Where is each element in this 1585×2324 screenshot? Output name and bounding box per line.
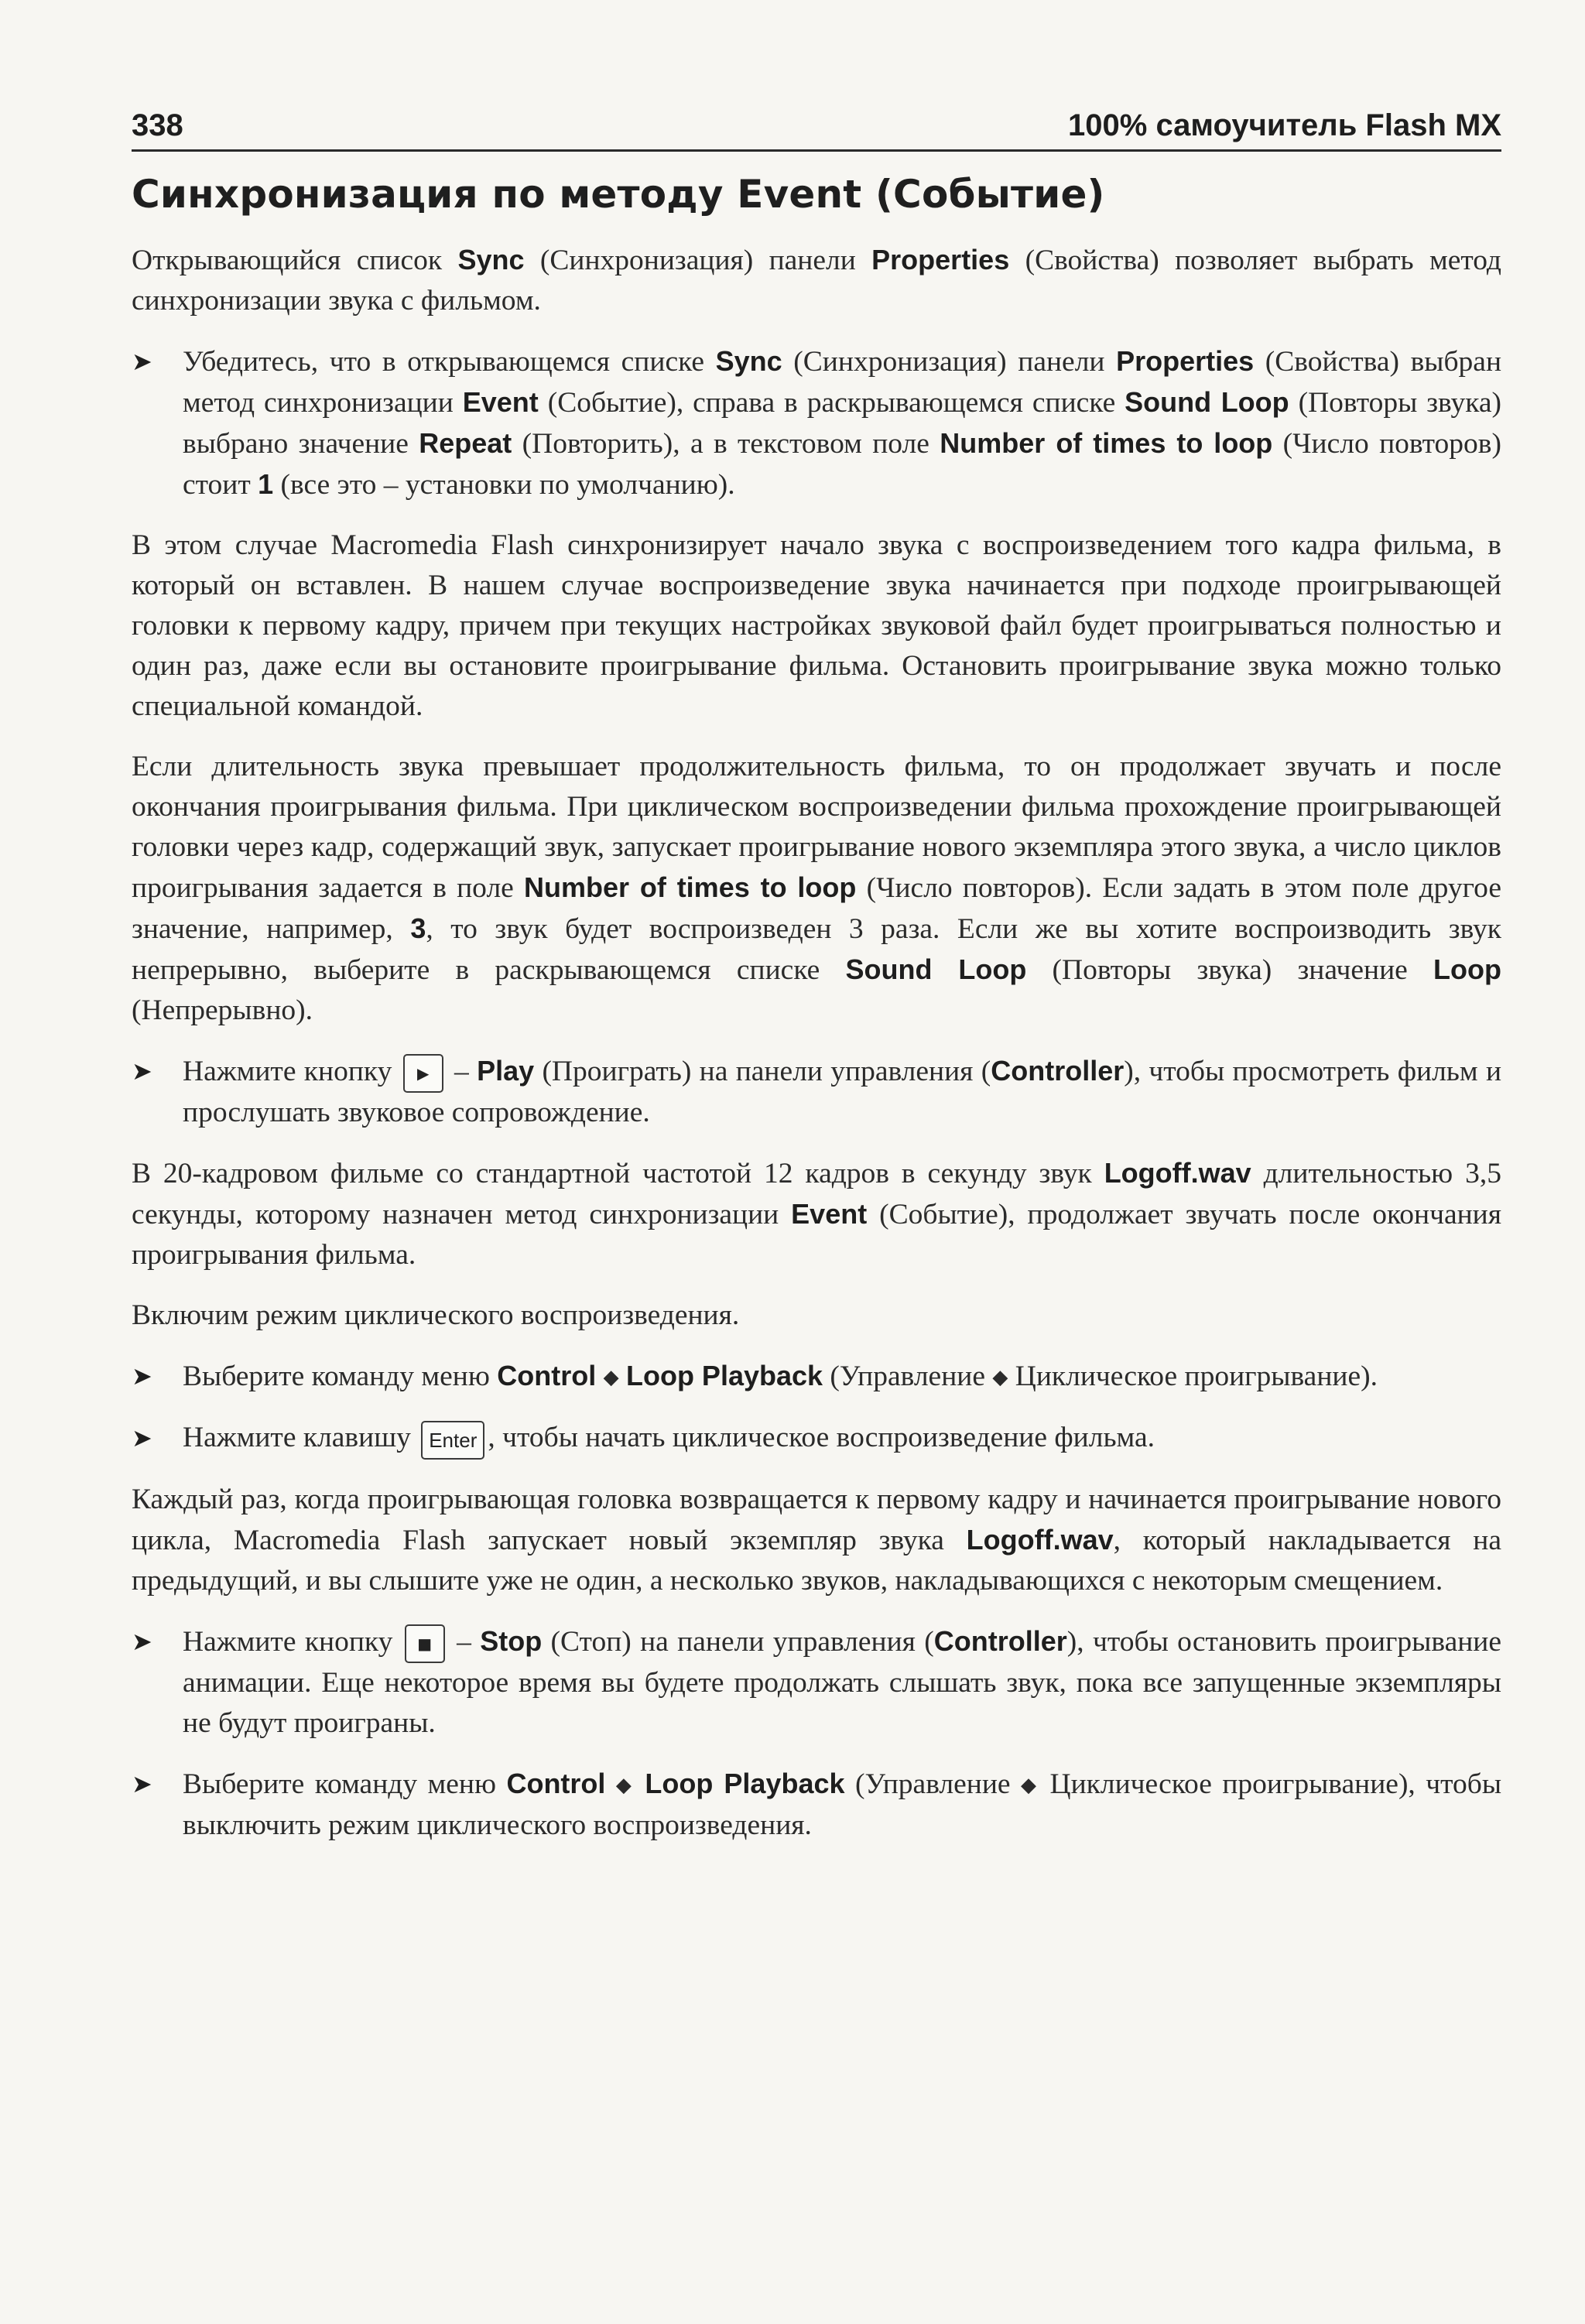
text-run: Нажмите кнопку — [183, 1056, 400, 1087]
text-run: (Свойства) позволяет выбрать метод синхронизации звука с фильмом. — [132, 245, 1502, 317]
text-run: Открывающийся список — [132, 245, 458, 276]
ui-term: Loop Playback — [625, 1360, 823, 1392]
arrow-bullet-icon: ➤ — [132, 1626, 152, 1656]
text-run: (Стоп) на панели управления ( — [542, 1625, 934, 1658]
step-text — [183, 1764, 1501, 1846]
ui-term: Loop Playback — [645, 1768, 845, 1800]
step-menu-loop-off — [132, 1764, 1501, 1846]
text-run: Выберите команду меню — [183, 1361, 498, 1393]
ui-term: 1 — [258, 468, 274, 500]
ui-term: Sound Loop — [845, 953, 1027, 985]
text-run: , который накладывается на предыдущий, и вы слышите уже не один, а несколько звуков, накладывающихся с некоторым смещением. — [132, 1524, 1501, 1597]
arrow-bullet-icon: ➤ — [132, 1423, 152, 1453]
ui-term: Event — [462, 386, 539, 418]
text-run: , то звук будет воспроизведен 3 раза. Если же вы хотите воспроизводить звук непрерывно, выберите в раскрывающемся списке — [132, 913, 1501, 986]
ui-term: Controller — [991, 1055, 1125, 1087]
text-run: (Повторить), а в текстовом поле — [512, 428, 940, 460]
text-run: (Событие), справа в раскрывающемся списке — [538, 387, 1125, 419]
step-text — [183, 1356, 1501, 1398]
text-run: (Свойства) выбран метод синхронизации — [183, 346, 1502, 419]
book-page — [132, 108, 1501, 1866]
text-run: (Число повторов). Если задать в этом поле другое значение, например, — [132, 872, 1501, 945]
each-time-paragraph — [132, 1480, 1501, 1601]
text-run: ), чтобы просмотреть фильм и прослушать звуковое сопровождение. — [183, 1056, 1502, 1129]
duration-paragraph — [132, 747, 1501, 1031]
page-number: 338 — [132, 108, 183, 142]
ui-term: Event — [791, 1198, 868, 1230]
ui-term: Logoff.wav — [966, 1523, 1114, 1556]
text-run: (Число повторов) стоит — [183, 428, 1502, 501]
play-button-icon: ▶ — [403, 1054, 443, 1093]
text-run: Если длительность звука превышает продолжительность фильма, то он продолжает звучать и после окончания проигрывания фильма. При циклическом воспроизведении фильма прохождение проигрывающей головки через кадр, содержащий звук, запускает проигрывание нового экземпляра этого звука, а число циклов проигрывания задается в поле — [132, 751, 1501, 904]
text-run: (все это – установки по умолчанию). — [273, 469, 735, 501]
text-run: В 20-кадровом фильме со стандартной частотой 12 кадров в секунду звук — [132, 1158, 1104, 1190]
section-heading: Синхронизация по методу Event (Событие) — [132, 172, 1105, 217]
text-run: Убедитесь, что в открывающемся списке — [183, 346, 716, 378]
ui-term: Control — [497, 1360, 597, 1392]
ui-term: Number of times to loop — [524, 871, 857, 903]
ui-term: Repeat — [419, 427, 512, 459]
menu-separator-icon: ◆ — [615, 1774, 635, 1798]
menu-separator-icon: ◆ — [1021, 1774, 1040, 1798]
ui-term: Loop — [1433, 953, 1502, 985]
text-run: (Проиграть) на панели управления ( — [534, 1056, 991, 1087]
text-run: , чтобы начать циклическое воспроизведение фильма. — [488, 1422, 1155, 1454]
arrow-bullet-icon: ➤ — [132, 1056, 152, 1086]
text-run: Циклическое проигрывание), чтобы выключить режим циклического воспроизведения. — [183, 1768, 1502, 1842]
text-run: Нажмите клавишу — [183, 1422, 419, 1454]
ui-term: Control — [506, 1768, 606, 1800]
ui-term: 3 — [410, 912, 426, 944]
enable-loop-paragraph: Включим режим циклического воспроизведения. — [132, 1299, 740, 1332]
step-text — [183, 1051, 1501, 1133]
text-run: (Повторы звука) выбрано значение — [183, 387, 1502, 460]
text-run: (Управление — [844, 1768, 1021, 1801]
text-run: (Управление — [823, 1361, 993, 1393]
ui-term: Stop — [480, 1624, 543, 1657]
menu-separator-icon: ◆ — [603, 1366, 619, 1390]
text-run: длительностью 3,5 секунды, которому назначен метод синхронизации — [132, 1158, 1501, 1231]
step-press-enter — [132, 1418, 1501, 1459]
intro-paragraph — [132, 240, 1501, 321]
text-run: (Непрерывно). — [132, 994, 313, 1026]
step-text — [183, 1621, 1501, 1744]
text-run: – — [446, 1056, 478, 1087]
text-run: ), чтобы остановить проигрывание анимации. Еще некоторое время вы будете продолжать слышать звук, пока все запущенные экземпляры не будут проиграны. — [183, 1625, 1501, 1740]
ui-term: Properties — [1116, 345, 1255, 377]
book-title: 100% самоучитель Flash MX — [1068, 108, 1501, 142]
step-check-sync — [132, 341, 1501, 505]
ui-term: Logoff.wav — [1104, 1157, 1251, 1189]
step-play — [132, 1051, 1501, 1133]
enter-key-icon: Enter — [421, 1421, 484, 1460]
ui-term: Play — [477, 1055, 535, 1087]
text-run: – — [447, 1625, 481, 1658]
menu-separator-icon: ◆ — [992, 1366, 1008, 1390]
text-run: (Синхронизация) панели — [524, 245, 872, 276]
ui-term: Sync — [715, 345, 782, 377]
text-run: (Событие), продолжает звучать после окончания проигрывания фильма. — [132, 1199, 1501, 1272]
stop-button-icon: ■ — [405, 1624, 445, 1663]
frames-paragraph — [132, 1153, 1501, 1275]
ui-term: Sync — [457, 244, 525, 276]
text-run: (Повторы звука) значение — [1026, 954, 1434, 986]
step-text — [183, 1418, 1501, 1459]
text-run: Каждый раз, когда проигрывающая головка возвращается к первому кадру и начинается проигрывание нового цикла, Macromedia Flash запускает новый экземпляр звука — [132, 1483, 1501, 1556]
text-run: Выберите команду меню — [183, 1768, 507, 1801]
text-run: Циклическое проигрывание). — [1008, 1361, 1378, 1393]
event-paragraph: В этом случае Macromedia Flash синхронизирует начало звука с воспроизведением того кадра фильма, в который он вставлен. В нашем случае воспроизведение звука начинается при подходе проигрывающей головки к первому кадру, причем при текущих настройках звуковой файл будет проигрываться полностью и один раз, даже если вы остановите проигрывание фильма. Остановить проигрывание звука можно только специальной командой. — [132, 529, 1501, 722]
step-text — [183, 341, 1501, 505]
ui-term: Controller — [933, 1624, 1067, 1657]
ui-term: Number of times to loop — [940, 427, 1273, 459]
running-header — [132, 108, 1501, 152]
step-stop — [132, 1621, 1501, 1744]
text-run: (Синхронизация) панели — [782, 346, 1117, 378]
ui-term: Sound Loop — [1125, 386, 1289, 418]
arrow-bullet-icon: ➤ — [132, 1769, 152, 1799]
text-run: Нажмите кнопку — [183, 1625, 402, 1658]
arrow-bullet-icon: ➤ — [132, 347, 152, 376]
step-menu-loop-on — [132, 1356, 1501, 1398]
arrow-bullet-icon: ➤ — [132, 1361, 152, 1391]
ui-term: Properties — [871, 244, 1010, 276]
